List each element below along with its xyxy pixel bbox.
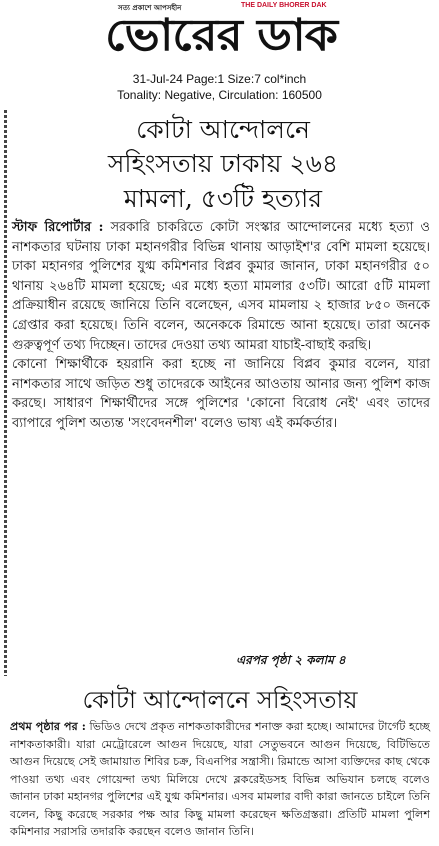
- article-body: [12, 218, 430, 434]
- headline-line-1: কোটা আন্দোলনে: [136, 115, 310, 144]
- article-paragraph-1: [12, 218, 430, 355]
- masthead-tagline: সত্য প্রকাশে আপসহীন: [118, 4, 182, 12]
- paragraph-1-text: সরকারি চাকরিতে কোটা সংস্কার আন্দোলনের মধ্যে হত্যা ও নাশকতার ঘটনায় ঢাকা মহানগরীর বিভিন্ন থানায় আড়াইশ'র বেশি মামলা হয়েছে। ঢাকা মহানগর পুলিশের যুগ্ম কমিশনার বিপ্লব কুমার জানান, ঢাকা মহানগরীর ৫০ থানায় ২৬৪টি মামলা হয়েছে; এর মধ্যে হত্যা মামলার ৫৩টি। আরো ৫টি মামলা প্রক্রিয়াধীন রয়েছে জানিয়ে তিনি বলেছেন, এসব মামলায় ২ হাজার ৮৫০ জনকে গ্রেপ্তার করা হয়েছে। তিনি বলেন, অনেককে রিমান্ডে আনা হয়েছে। তারা অনেক গুরুত্বপূর্ণ তথ্য দিচ্ছেন। তাদের দেওয়া তথ্য আমরা যাচাই-বাছাই করছি।: [12, 220, 430, 353]
- masthead-english-name: THE DAILY BHORER DAK: [241, 2, 327, 9]
- continuation-body: [10, 718, 430, 841]
- jump-line: এরপর পৃষ্ঠা ২ কলাম ৪: [236, 653, 346, 667]
- continuation-text: ভিডিও দেখে প্রকৃত নাশকতাকারীদের শনাক্ত করা হচ্ছে। আমাদের টার্গেট হচ্ছে নাশকতাকারী। যারা মেট্রোরেলে আগুন দিয়েছে, যারা সেতুভবনে আগুন দিয়েছে, বিটিভিতে আগুন দিয়েছে সেই জামায়াত শিবির চক্র, বিএনপির সন্ত্রাসী। রিমান্ডে আসা ব্যক্তিদের কাছ থেকে পাওয়া তথ্য এবং গোয়েন্দা তথ্য মিলিয়ে দেখে ব্লকরেইডসহ বিভিন্ন অভিযান চলছে বলেও জানান ঢাকা মহানগর পুলিশের এই যুগ্ম কমিশনার। এসব মামলার বাদী কারা জানতে চাইলে তিনি বলেন, কিছু করেছে সরকার পক্ষ আর কিছু মামলা করেছেন ক্ষতিগ্রস্তরা। প্রতিটি মামলা পুলিশ কমিশনার সরাসরি তদারকি করছেন বলেও জানান তিনি।: [10, 720, 431, 838]
- clipping-meta-date-page: 31-Jul-24 Page:1 Size:7 col*inch: [132, 72, 307, 86]
- byline: স্টাফ রিপোর্টার :: [12, 220, 104, 235]
- continuation-headline: কোটা আন্দোলনে সহিংসতায়: [82, 686, 358, 714]
- headline-line-2: সহিংসতায় ঢাকায় ২৬৪: [107, 149, 339, 178]
- column-rule: [4, 110, 7, 676]
- clipping-meta-tonality: Tonality: Negative, Circulation: 160500: [117, 88, 322, 102]
- article-paragraph-2: কোনো শিক্ষার্থীকে হয়রানি করা হচ্ছে না জানিয়ে বিপ্লব কুমার বলেন, যারা নাশকতার সাথে জড়িত শুধু তাদেরকে আইনের আওতায় আনার জন্য পুলিশ কাজ করছে। সাধারণ শিক্ষার্থীদের সঙ্গে পুলিশের 'কোনো বিরোধ নেই' এবং তাদের ব্যাপারে পুলিশ অত্যন্ত 'সংবেদনশীল' বলেও ভাষ্য এই কর্মকর্তার।: [12, 357, 430, 431]
- newspaper-logo: ভোরের ডাক: [105, 10, 337, 61]
- headline-line-3: মামলা, ৫৩টি হত্যার: [123, 184, 323, 213]
- masthead: [0, 0, 439, 80]
- continuation-label: প্রথম পৃষ্ঠার পর :: [10, 719, 86, 733]
